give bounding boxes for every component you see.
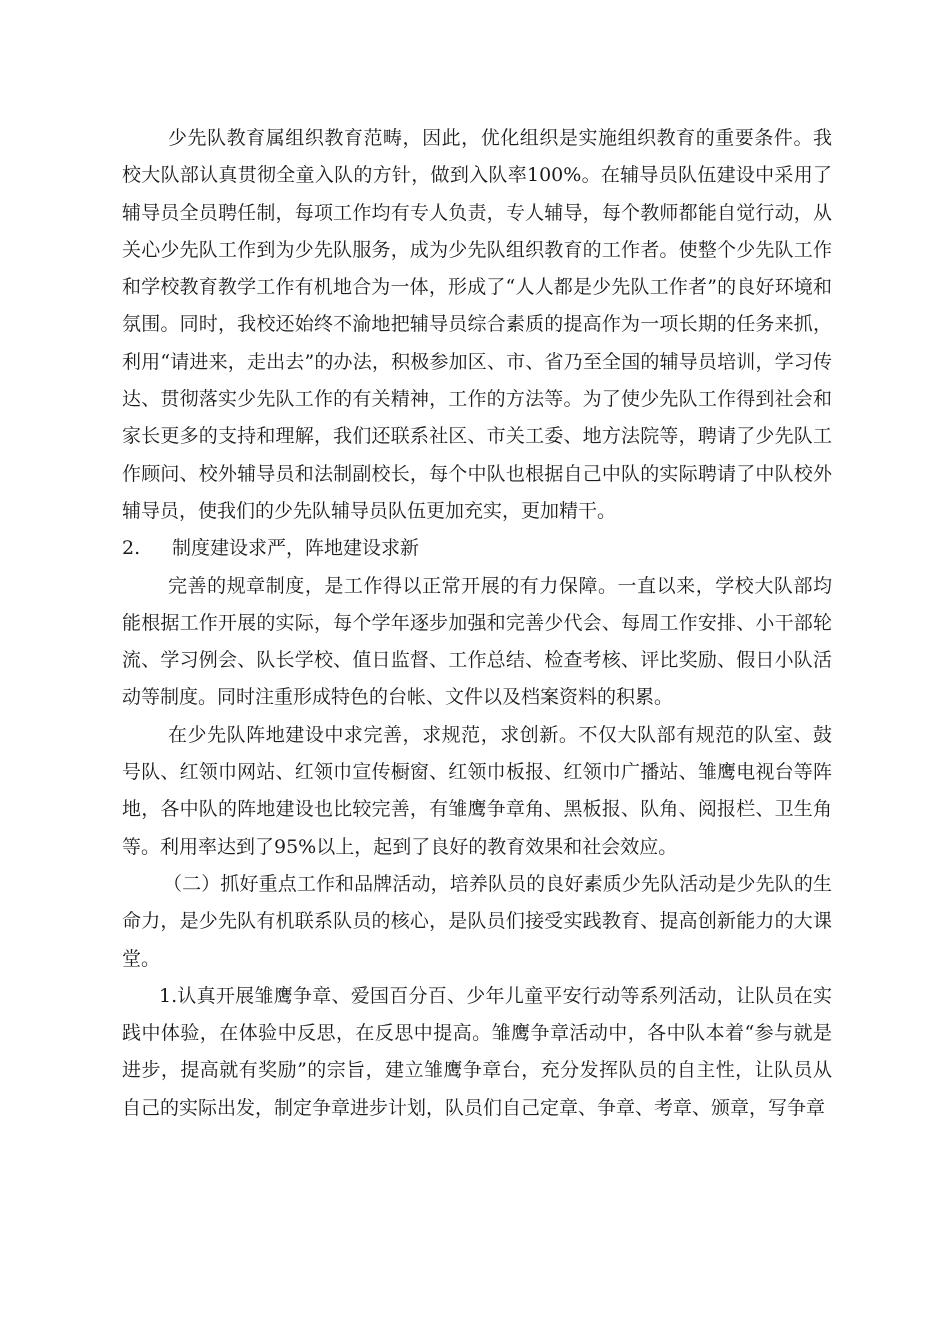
section-heading-2 [122,530,832,567]
paragraph-organization: 少先队教育属组织教育范畴，因此，优化组织是实施组织教育的重要条件。我校大队部认真贯彻全童入队的方针，做到入队率100%。在辅导员队伍建设中采用了辅导员全员聘任制，每项工作均有专人负责，专人辅导，每个教师都能自觉行动，从关心少先队工作到为少先队服务，成为少先队组织教育的工作者。使整个少先队工作和学校教育教学工作有机地合为一体，形成了“人人都是少先队工作者”的良好环境和氛围。同时，我校还始终不渝地把辅导员综合素质的提高作为一项长期的任务来抓，利用“请进来，走出去”的办法，积极参加区、市、省乃至全国的辅导员培训，学习传达、贯彻落实少先队工作的有关精神，工作的方法等。为了使少先队工作得到社会和家长更多的支持和理解，我们还联系社区、市关工委、地方法院等，聘请了少先队工作顾问、校外辅导员和法制副校长，每个中队也根据自己中队的实际聘请了中队校外辅导员，使我们的少先队辅导员队伍更加充实，更加精干。 [122,127,832,522]
section-number: 2. [122,537,141,560]
document-page [122,120,832,1127]
paragraph-activities: （二）抓好重点工作和品牌活动，培养队员的良好素质少先队活动是少先队的生命力，是少先队有机联系队员的核心，是队员们接受实践教育、提高创新能力的大课堂。 [122,872,832,970]
paragraph-regulations: 完善的规章制度，是工作得以正常开展的有力保障。一直以来，学校大队部均能根据工作开展的实际，每个学年逐步加强和完善少代会、每周工作安排、小干部轮流、学习例会、队长学校、值日监督、工作总结、检查考核、评比奖励、假日小队活动等制度。同时注重形成特色的台帐、文件以及档案资料的积累。 [122,574,832,709]
section-title: 制度建设求严，阵地建设求新 [172,537,420,560]
paragraph-eagle-badges: 1.认真开展雏鹰争章、爱国百分百、少年儿童平安行动等系列活动，让队员在实践中体验，在体验中反思，在反思中提高。雏鹰争章活动中，各中队本着“参与就是进步，提高就有奖励”的宗旨，建立雏鹰争章台，充分发挥队员的自主性，让队员从自己的实际出发，制定争章进步计划，队员们自己定章、争章、考章、颁章，写争章 [122,984,832,1119]
paragraph-positions: 在少先队阵地建设中求完善，求规范，求创新。不仅大队部有规范的队室、鼓号队、红领巾网站、红领巾宣传橱窗、红领巾板报、红领巾广播站、雏鹰电视台等阵地，各中队的阵地建设也比较完善，有雏鹰争章角、黑板报、队角、阅报栏、卫生角等。利用率达到了95%以上，起到了良好的教育效果和社会效应。 [122,723,832,858]
